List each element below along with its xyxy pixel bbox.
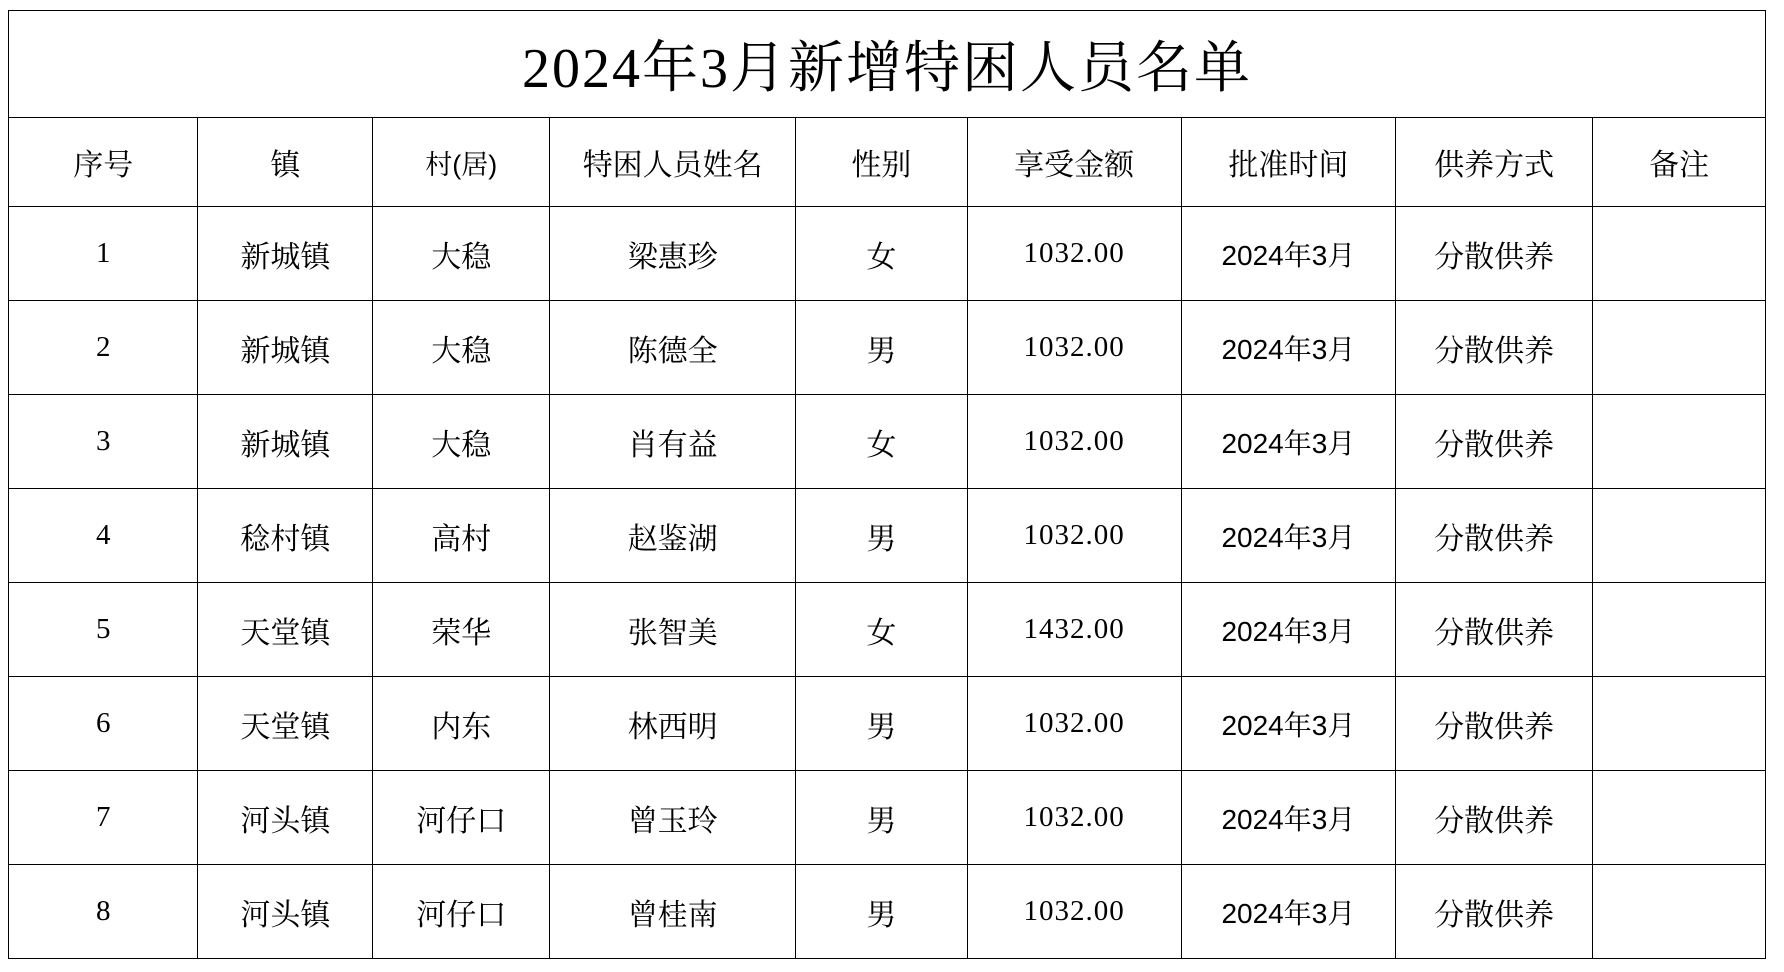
cell-mode: 分散供养	[1396, 583, 1593, 677]
cell-seq: 8	[9, 865, 198, 959]
column-header-date: 批准时间	[1181, 118, 1395, 207]
table-row	[9, 771, 1766, 865]
cell-amount: 1032.00	[967, 489, 1181, 583]
cell-note	[1593, 677, 1766, 771]
cell-note	[1593, 395, 1766, 489]
column-header-note: 备注	[1593, 118, 1766, 207]
cell-name: 梁惠珍	[550, 207, 796, 301]
cell-seq: 6	[9, 677, 198, 771]
cell-name: 林西明	[550, 677, 796, 771]
cell-amount: 1032.00	[967, 301, 1181, 395]
cell-date: 2024年3月	[1181, 583, 1395, 677]
cell-date: 2024年3月	[1181, 677, 1395, 771]
cell-town: 河头镇	[198, 865, 373, 959]
cell-sex: 男	[796, 865, 967, 959]
cell-sex: 男	[796, 677, 967, 771]
cell-note	[1593, 771, 1766, 865]
cell-sex: 男	[796, 771, 967, 865]
table-row	[9, 301, 1766, 395]
cell-sex: 男	[796, 301, 967, 395]
cell-village: 荣华	[373, 583, 550, 677]
cell-amount: 1032.00	[967, 865, 1181, 959]
document-sheet	[0, 10, 1784, 972]
cell-amount: 1032.00	[967, 207, 1181, 301]
cell-mode: 分散供养	[1396, 207, 1593, 301]
cell-note	[1593, 583, 1766, 677]
cell-town: 新城镇	[198, 301, 373, 395]
column-header-amount: 享受金额	[967, 118, 1181, 207]
cell-name: 肖有益	[550, 395, 796, 489]
cell-sex: 男	[796, 489, 967, 583]
column-header-mode: 供养方式	[1396, 118, 1593, 207]
table-row	[9, 489, 1766, 583]
cell-note	[1593, 489, 1766, 583]
cell-town: 新城镇	[198, 395, 373, 489]
special-poverty-list-table	[8, 10, 1766, 959]
cell-amount: 1432.00	[967, 583, 1181, 677]
cell-seq: 7	[9, 771, 198, 865]
cell-mode: 分散供养	[1396, 865, 1593, 959]
cell-seq: 4	[9, 489, 198, 583]
cell-town: 天堂镇	[198, 677, 373, 771]
cell-date: 2024年3月	[1181, 489, 1395, 583]
cell-village: 河仔口	[373, 865, 550, 959]
column-header-name: 特困人员姓名	[550, 118, 796, 207]
table-row	[9, 207, 1766, 301]
cell-name: 曾玉玲	[550, 771, 796, 865]
cell-seq: 1	[9, 207, 198, 301]
cell-date: 2024年3月	[1181, 771, 1395, 865]
column-header-sex: 性别	[796, 118, 967, 207]
cell-mode: 分散供养	[1396, 677, 1593, 771]
cell-sex: 女	[796, 207, 967, 301]
cell-village: 高村	[373, 489, 550, 583]
table-row	[9, 395, 1766, 489]
cell-note	[1593, 301, 1766, 395]
table-row	[9, 583, 1766, 677]
cell-note	[1593, 865, 1766, 959]
cell-seq: 3	[9, 395, 198, 489]
cell-mode: 分散供养	[1396, 771, 1593, 865]
cell-town: 稔村镇	[198, 489, 373, 583]
cell-sex: 女	[796, 583, 967, 677]
table-row	[9, 865, 1766, 959]
cell-town: 河头镇	[198, 771, 373, 865]
cell-town: 新城镇	[198, 207, 373, 301]
title-row	[9, 11, 1766, 118]
cell-mode: 分散供养	[1396, 301, 1593, 395]
cell-village: 大稳	[373, 207, 550, 301]
cell-date: 2024年3月	[1181, 207, 1395, 301]
cell-name: 曾桂南	[550, 865, 796, 959]
cell-mode: 分散供养	[1396, 395, 1593, 489]
column-header-seq: 序号	[9, 118, 198, 207]
table-row	[9, 677, 1766, 771]
cell-name: 赵鉴湖	[550, 489, 796, 583]
cell-sex: 女	[796, 395, 967, 489]
page-title: 2024年3月新增特困人员名单	[9, 11, 1766, 118]
cell-note	[1593, 207, 1766, 301]
column-header-village: 村(居)	[373, 118, 550, 207]
column-header-town: 镇	[198, 118, 373, 207]
cell-seq: 2	[9, 301, 198, 395]
cell-village: 内东	[373, 677, 550, 771]
cell-date: 2024年3月	[1181, 395, 1395, 489]
cell-amount: 1032.00	[967, 677, 1181, 771]
cell-date: 2024年3月	[1181, 865, 1395, 959]
cell-village: 大稳	[373, 395, 550, 489]
cell-date: 2024年3月	[1181, 301, 1395, 395]
cell-name: 陈德全	[550, 301, 796, 395]
cell-village: 大稳	[373, 301, 550, 395]
cell-amount: 1032.00	[967, 395, 1181, 489]
cell-seq: 5	[9, 583, 198, 677]
cell-name: 张智美	[550, 583, 796, 677]
cell-town: 天堂镇	[198, 583, 373, 677]
cell-village: 河仔口	[373, 771, 550, 865]
table-header-row	[9, 118, 1766, 207]
cell-amount: 1032.00	[967, 771, 1181, 865]
cell-mode: 分散供养	[1396, 489, 1593, 583]
